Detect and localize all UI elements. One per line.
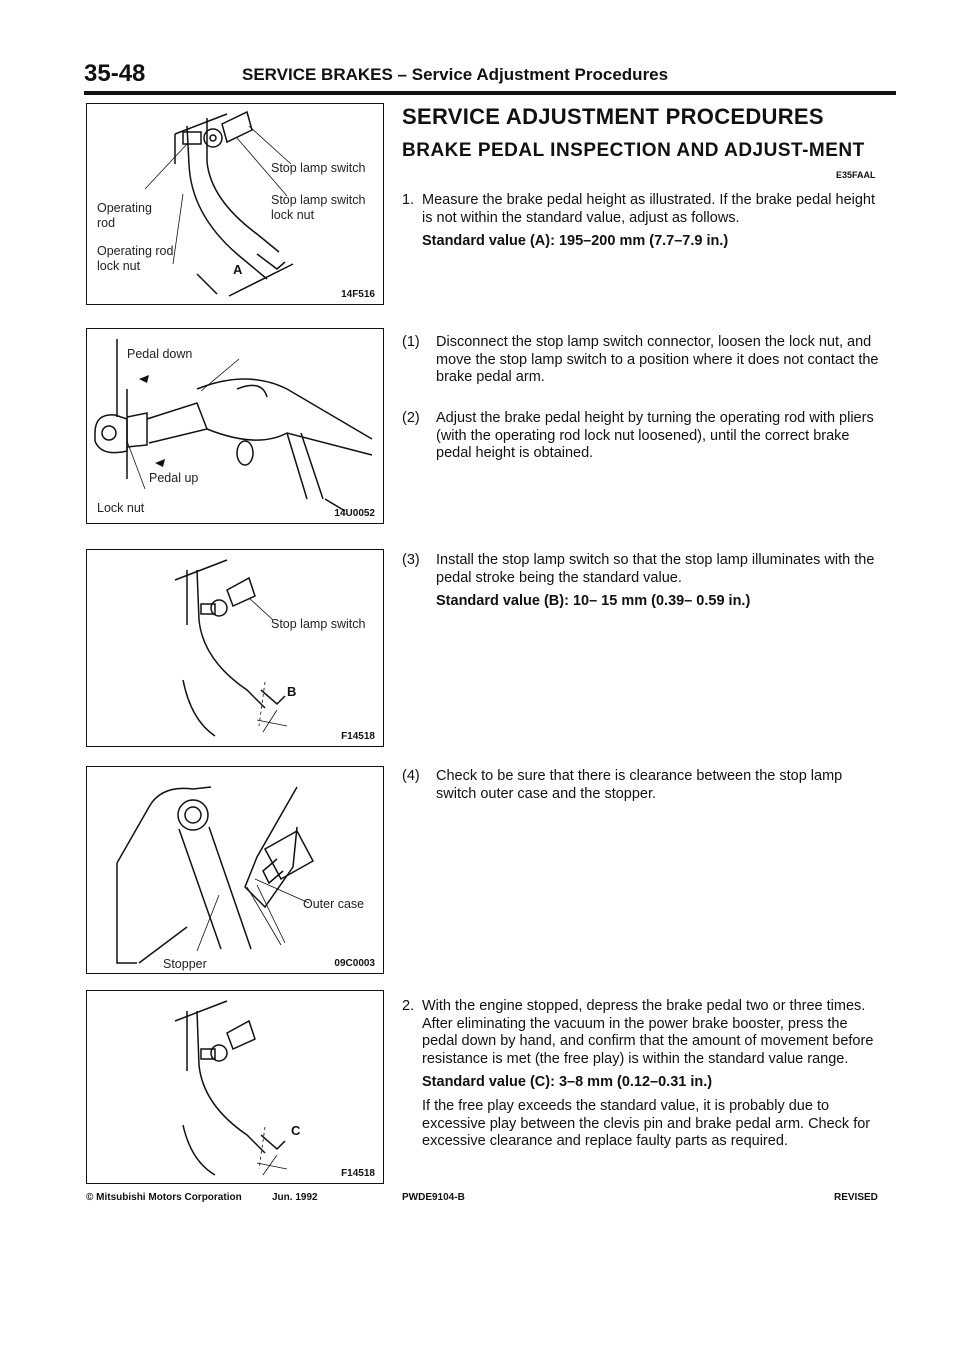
stop-lamp-switch-illustration	[87, 550, 383, 746]
stop-lamp-switch-lock-nut-label: Stop lamp switch lock nut	[271, 193, 366, 222]
figure-free-play	[86, 990, 384, 1184]
pedal-down-label: Pedal down	[127, 347, 193, 361]
standard-value-a: Standard value (A): 195–200 mm (7.7–7.9 in.)	[422, 233, 729, 250]
free-play-illustration	[87, 991, 383, 1183]
header-title: SERVICE BRAKES – Service Adjustment Procedures	[242, 65, 669, 84]
step-number: 2.	[402, 998, 415, 1014]
sub-step-1	[402, 334, 880, 387]
section-title: BRAKE PEDAL INSPECTION AND ADJUST-MENT	[402, 140, 865, 161]
pedal-up-label: Pedal up	[149, 471, 199, 485]
footer-date: Jun. 1992	[272, 1192, 318, 1203]
figure-code: F14518	[341, 731, 375, 742]
header-rule	[84, 91, 896, 95]
figure-code: 09C0003	[334, 958, 375, 969]
operating-rod-label: Operating rod	[97, 201, 152, 230]
page-header	[84, 60, 896, 90]
figure-pedal-height	[86, 103, 384, 305]
section-code: E35FAAL	[836, 170, 876, 180]
standard-value-c: Standard value (C): 3–8 mm (0.12–0.31 in.)	[422, 1074, 713, 1091]
figure-pliers-adjustment	[86, 328, 384, 524]
figure-code: 14U0052	[334, 508, 375, 519]
outer-case-label: Outer case	[303, 897, 365, 911]
sub-step-text: Check to be sure that there is clearance between the stop lamp switch outer case and the stopper.	[436, 768, 843, 802]
sub-step-number: (4)	[402, 768, 420, 784]
operating-rod-lock-nut-label: Operating rod lock nut	[97, 244, 174, 273]
sub-step-number: (2)	[402, 410, 420, 426]
figure-outer-case-clearance	[86, 766, 384, 974]
step-1	[402, 192, 880, 251]
outer-case-illustration	[87, 767, 383, 973]
sub-step-number: (3)	[402, 552, 420, 568]
sub-step-number: (1)	[402, 334, 420, 350]
main-title: SERVICE ADJUSTMENT PROCEDURES	[402, 104, 824, 129]
stop-lamp-switch-label: Stop lamp switch	[271, 617, 366, 631]
step-note: If the free play exceeds the standard value, it is probably due to excessive play between the clevis pin and brake pedal arm. Check for excessive clearance and replace faulty parts as required.	[422, 1097, 871, 1150]
step-number: 1.	[402, 192, 415, 208]
dimension-b-label: B	[287, 684, 297, 699]
figure-code: F14518	[341, 1168, 375, 1179]
sub-step-3	[402, 552, 880, 611]
revision-status: REVISED	[834, 1192, 878, 1203]
dimension-c-label: C	[291, 1123, 301, 1138]
stopper-label: Stopper	[163, 957, 207, 971]
sub-step-4	[402, 768, 880, 803]
step-2	[402, 998, 880, 1151]
sub-step-text: Adjust the brake pedal height by turning the operating rod with pliers (with the operating rod lock nut loosened), until the correct brake pedal height is obtained.	[436, 410, 874, 462]
page-number: 35-48	[84, 60, 146, 87]
step-text: With the engine stopped, depress the brake pedal two or three times. After eliminating the vacuum in the power brake booster, press the pedal down by hand, and confirm that the amount of movement before resistance is met (the free play) is within the standard value range.	[422, 998, 874, 1067]
step-text: Measure the brake pedal height as illustrated. If the brake pedal height is not within the standard value, adjust as follows.	[422, 192, 876, 226]
sub-step-2	[402, 410, 880, 463]
copyright: © Mitsubishi Motors Corporation	[86, 1192, 242, 1203]
sub-step-text: Disconnect the stop lamp switch connector, loosen the lock nut, and move the stop lamp switch to a position where it does not contact the brake pedal arm.	[436, 334, 879, 386]
stop-lamp-switch-label: Stop lamp switch	[271, 161, 366, 175]
figure-stop-lamp-switch	[86, 549, 384, 747]
figure-code: 14F516	[341, 289, 375, 300]
sub-step-text: Install the stop lamp switch so that the stop lamp illuminates with the pedal stroke being the standard value.	[436, 552, 875, 586]
dimension-a-label: A	[233, 262, 243, 277]
standard-value-b: Standard value (B): 10– 15 mm (0.39– 0.59 in.)	[436, 593, 751, 610]
document-code: PWDE9104-B	[402, 1192, 465, 1203]
lock-nut-label: Lock nut	[97, 501, 145, 515]
